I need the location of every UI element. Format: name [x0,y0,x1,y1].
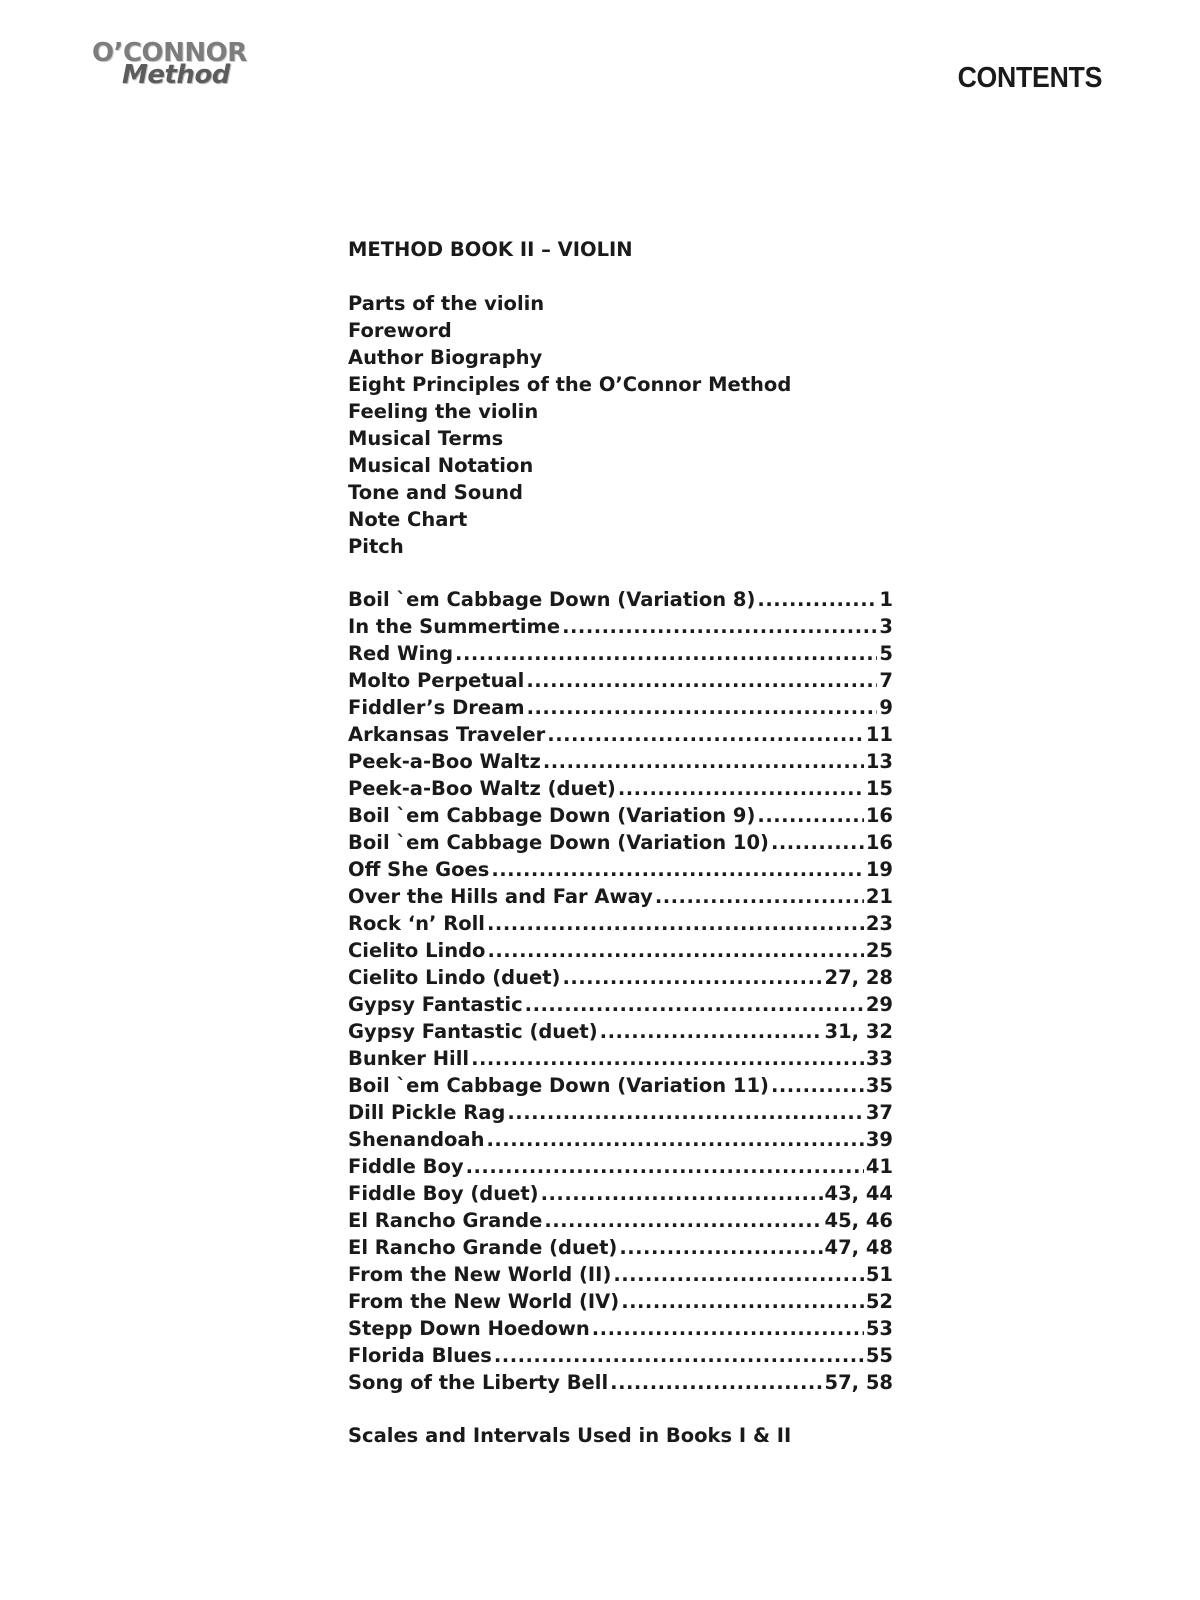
toc-entry-title: Boil `em Cabbage Down (Variation 11) [348,1074,769,1097]
toc-entry [348,856,893,883]
toc-entry [348,775,893,802]
toc-entry-page-number: 1 [879,588,893,611]
dot-leader [541,1180,823,1207]
toc-entry [348,721,893,748]
toc-entry-title: Over the Hills and Far Away [348,885,653,908]
dot-leader [655,883,864,910]
toc-entry [348,694,893,721]
table-of-contents [348,236,893,1449]
toc-entry-title: Boil `em Cabbage Down (Variation 10) [348,831,769,854]
dot-leader [455,640,877,667]
front-matter-item: Pitch [348,535,404,558]
dot-leader [757,802,863,829]
toc-entry [348,1099,893,1126]
dot-leader [527,694,878,721]
front-matter-item: Author Biography [348,346,543,369]
toc-entry [348,1018,893,1045]
toc-entry-title: Boil `em Cabbage Down (Variation 8) [348,588,756,611]
toc-entry [348,829,893,856]
toc-entry-title: Gypsy Fantastic (duet) [348,1020,598,1043]
dot-leader [619,1234,822,1261]
toc-entry-page-number: 13 [865,750,893,773]
front-matter-item: Musical Terms [348,427,504,450]
dot-leader [494,1342,864,1369]
front-matter-item: Musical Notation [348,454,534,477]
front-matter-item: Note Chart [348,508,468,531]
toc-entry [348,1315,893,1342]
toc-entry-page-number: 9 [879,696,893,719]
toc-entry-page-number: 51 [865,1263,893,1286]
dot-leader [487,937,863,964]
toc-entry-page-number: 47, 48 [824,1236,893,1259]
toc-entry-page-number: 7 [879,669,893,692]
toc-entry-title: Molto Perpetual [348,669,525,692]
dot-leader [544,1207,822,1234]
book-heading: METHOD BOOK II – VIOLIN [348,238,633,261]
front-matter-item: Tone and Sound [348,481,523,504]
toc-entry [348,586,893,613]
dot-leader [507,1099,863,1126]
toc-entry-title: El Rancho Grande [348,1209,543,1232]
toc-entry-title: Peek-a-Boo Waltz [348,750,541,773]
toc-entry [348,1288,893,1315]
toc-entry-page-number: 3 [879,615,893,638]
logo-wordmark-oconnor: O’CONNOR [92,38,247,68]
toc-entry-page-number: 52 [865,1290,893,1313]
toc-entry [348,1180,893,1207]
toc-entry-page-number: 29 [865,993,893,1016]
toc-entry [348,991,893,1018]
page-title: CONTENTS [957,62,1102,94]
dot-leader [491,856,864,883]
toc-entry-title: Dill Pickle Rag [348,1101,506,1124]
toc-entry-title: Song of the Liberty Bell [348,1371,609,1394]
toc-entry-page-number: 35 [865,1074,893,1097]
front-matter-item: Foreword [348,319,452,342]
toc-entry-title: Florida Blues [348,1344,492,1367]
front-matter-list [348,290,893,560]
toc-entry-page-number: 53 [865,1317,893,1340]
dot-leader [526,667,877,694]
toc-entry [348,1072,893,1099]
toc-entry [348,1126,893,1153]
toc-entry-title: Rock ‘n’ Roll [348,912,485,935]
toc-entry-title: Fiddler’s Dream [348,696,525,719]
toc-entry [348,883,893,910]
toc-entry-page-number: 27, 28 [824,966,893,989]
toc-entry [348,640,893,667]
toc-entry-page-number: 11 [865,723,893,746]
front-matter-item: Feeling the violin [348,400,539,423]
toc-entry-page-number: 33 [865,1047,893,1070]
dot-leader [771,829,864,856]
toc-entry-title: From the New World (IV) [348,1290,620,1313]
toc-entry-title: Stepp Down Hoedown [348,1317,590,1340]
back-matter-entry: Scales and Intervals Used in Books I & II [348,1424,792,1447]
toc-entry-page-number: 5 [879,642,893,665]
toc-entry-page-number: 55 [865,1344,893,1367]
toc-entry [348,1207,893,1234]
dot-leader [613,1261,864,1288]
toc-entry-page-number: 41 [865,1155,893,1178]
dot-leader [610,1369,822,1396]
toc-entry-page-number: 16 [865,831,893,854]
toc-entry [348,1045,893,1072]
toc-entry-page-number: 19 [865,858,893,881]
toc-entry-title: El Rancho Grande (duet) [348,1236,618,1259]
toc-entry-page-number: 57, 58 [824,1371,893,1394]
toc-entry [348,748,893,775]
front-matter-item: Parts of the violin [348,292,545,315]
dot-leader [466,1153,864,1180]
toc-entry [348,937,893,964]
toc-entry [348,1234,893,1261]
toc-entry-page-number: 31, 32 [824,1020,893,1043]
toc-entry-page-number: 39 [865,1128,893,1151]
logo-wordmark-method: Method [122,60,230,90]
toc-entry [348,667,893,694]
toc-entry-title: Shenandoah [348,1128,485,1151]
dot-leader [543,748,864,775]
toc-entry-page-number: 23 [865,912,893,935]
dot-leader [471,1045,864,1072]
toc-entry-title: Cielito Lindo [348,939,486,962]
toc-entry-page-number: 15 [865,777,893,800]
toc-entry-page-number: 37 [865,1101,893,1124]
toc-entry-title: Gypsy Fantastic [348,993,523,1016]
dot-leader [547,721,864,748]
toc-entry [348,910,893,937]
toc-entry-title: Bunker Hill [348,1047,470,1070]
dot-leader [600,1018,823,1045]
toc-entry-title: Arkansas Traveler [348,723,546,746]
toc-entry-title: Red Wing [348,642,454,665]
toc-entry-title: In the Summertime [348,615,561,638]
toc-entry [348,1342,893,1369]
dot-leader [525,991,864,1018]
toc-entry [348,964,893,991]
dot-leader [621,1288,864,1315]
toc-entry-title: From the New World (II) [348,1263,612,1286]
toc-entry-page-number: 21 [865,885,893,908]
dot-leader [562,613,877,640]
toc-entry [348,1153,893,1180]
dot-leader [757,586,877,613]
dot-leader [562,964,822,991]
dot-leader [618,775,864,802]
toc-entry-title: Fiddle Boy (duet) [348,1182,539,1205]
toc-entry-page-number: 45, 46 [824,1209,893,1232]
toc-entry-title: Off She Goes [348,858,490,881]
toc-entry-page-number: 16 [865,804,893,827]
tune-list [348,586,893,1396]
toc-entry-title: Boil `em Cabbage Down (Variation 9) [348,804,756,827]
toc-entry-title: Fiddle Boy [348,1155,464,1178]
dot-leader [771,1072,864,1099]
toc-entry-page-number: 25 [865,939,893,962]
toc-entry [348,1369,893,1396]
toc-entry [348,613,893,640]
toc-entry-title: Cielito Lindo (duet) [348,966,561,989]
dot-leader [592,1315,864,1342]
toc-entry-page-number: 43, 44 [824,1182,893,1205]
toc-entry [348,802,893,829]
dot-leader [487,910,864,937]
toc-entry-title: Peek-a-Boo Waltz (duet) [348,777,616,800]
front-matter-item: Eight Principles of the O’Connor Method [348,373,792,396]
oconnor-method-logo [92,40,282,92]
toc-entry [348,1261,893,1288]
dot-leader [486,1126,863,1153]
